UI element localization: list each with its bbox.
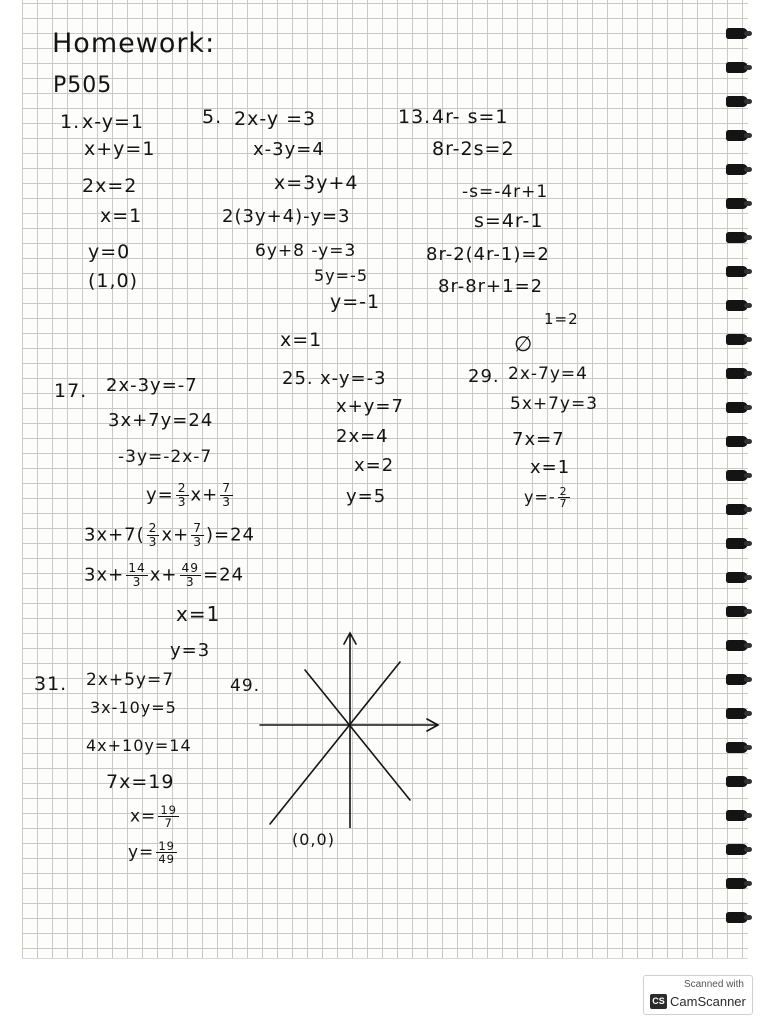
binding-ring xyxy=(726,96,748,107)
fraction-numerator: 7 xyxy=(193,521,202,535)
expr-part: y= xyxy=(128,842,155,863)
problem-5-step: x-3y=4 xyxy=(253,139,325,160)
problem-5-label: 5. xyxy=(202,106,223,128)
problem-25-step: x+y=7 xyxy=(336,396,404,417)
fraction-denominator: 3 xyxy=(185,574,195,589)
problem-49-graph xyxy=(255,628,445,828)
expr-part: x+ xyxy=(190,484,219,506)
problem-1-step: 2x=2 xyxy=(82,175,138,197)
problem-25-step: x=2 xyxy=(354,455,395,476)
problem-13-step: 1=2 xyxy=(544,310,579,328)
fraction xyxy=(147,522,160,549)
binding-ring xyxy=(726,198,748,209)
problem-25-label: 25. xyxy=(282,368,314,389)
fraction xyxy=(126,562,148,589)
line-positive-slope xyxy=(270,662,400,824)
binding-ring xyxy=(726,912,748,923)
fraction-numerator: 7 xyxy=(222,481,232,495)
binding-ring xyxy=(726,232,748,243)
problem-1-step: y=0 xyxy=(88,241,131,263)
problem-17-step-fraction xyxy=(84,562,244,589)
problem-29-label: 29. xyxy=(468,366,500,387)
problem-5-step: 6y+8 -y=3 xyxy=(255,241,357,261)
binding-ring xyxy=(726,164,748,175)
fraction-denominator: 3 xyxy=(177,494,187,509)
binding-ring xyxy=(726,368,748,379)
problem-5-step: 5y=-5 xyxy=(314,266,369,285)
scanned-with-text: Scanned with xyxy=(683,979,744,990)
problem-25-step: x-y=-3 xyxy=(320,368,387,389)
binding-ring xyxy=(726,436,748,447)
fraction-denominator: 3 xyxy=(132,574,142,589)
problem-29-step: x=1 xyxy=(530,457,571,478)
binding-ring xyxy=(726,572,748,583)
problem-5-step: y=-1 xyxy=(330,291,381,313)
problem-29-answer xyxy=(524,486,572,510)
fraction xyxy=(191,522,204,549)
fraction-denominator: 3 xyxy=(222,494,232,509)
fraction-numerator: 19 xyxy=(158,839,176,853)
expr-part: x+ xyxy=(149,564,178,586)
line-negative-slope xyxy=(305,670,410,800)
fraction xyxy=(558,486,570,510)
fraction-denominator: 7 xyxy=(164,816,173,831)
binding-ring xyxy=(726,300,748,311)
problem-13-step: s=4r-1 xyxy=(474,210,544,232)
fraction-numerator: 49 xyxy=(181,561,200,575)
fraction-numerator: 19 xyxy=(160,803,178,817)
problem-17-step-fraction xyxy=(146,482,235,509)
problem-17-step: -3y=-2x-7 xyxy=(118,447,213,467)
problem-13-step: 8r-2s=2 xyxy=(432,138,515,160)
binding-ring xyxy=(726,878,748,889)
problem-13-step: 8r-2(4r-1)=2 xyxy=(426,244,550,265)
problem-29-step: 2x-7y=4 xyxy=(508,364,588,384)
problem-1-label: 1. xyxy=(60,111,81,133)
homework-title: Homework: xyxy=(52,28,216,59)
problem-5-step: x=3y+4 xyxy=(274,172,359,194)
problem-31-step: 3x-10y=5 xyxy=(90,698,177,717)
binding-ring xyxy=(726,674,748,685)
problem-17-answer: y=3 xyxy=(170,640,211,661)
camscanner-name: CamScanner xyxy=(670,994,746,1009)
problem-31-step: 2x+5y=7 xyxy=(86,670,175,690)
expr-part: =24 xyxy=(203,564,245,586)
problem-31-label: 31. xyxy=(34,673,68,695)
binding-ring xyxy=(726,810,748,821)
binding-ring xyxy=(726,640,748,651)
problem-13-empty-set: ∅ xyxy=(514,332,534,356)
problem-1-step: x=1 xyxy=(100,205,143,227)
fraction-numerator: 2 xyxy=(559,485,568,498)
problem-29-step: 5x+7y=3 xyxy=(510,394,599,414)
fraction-numerator: 14 xyxy=(128,561,146,575)
fraction-denominator: 3 xyxy=(148,534,158,549)
binding-ring xyxy=(726,708,748,719)
expr-part: 3x+ xyxy=(84,564,125,586)
fraction xyxy=(158,804,179,829)
binding-ring xyxy=(726,538,748,549)
binding-ring xyxy=(726,402,748,413)
fraction-denominator: 3 xyxy=(193,534,202,549)
binding-ring xyxy=(726,130,748,141)
problem-25-answer: y=5 xyxy=(346,486,387,507)
problem-17-step: 2x-3y=-7 xyxy=(106,375,198,396)
expr-part: y= xyxy=(146,484,174,506)
problem-25-step: 2x=4 xyxy=(336,426,389,447)
problem-13-step: 4r- s=1 xyxy=(432,106,509,128)
fraction xyxy=(220,482,233,509)
binding-ring xyxy=(726,844,748,855)
problem-31-step: 7x=19 xyxy=(106,771,175,793)
fraction-denominator: 7 xyxy=(559,497,568,511)
problem-17-label: 17. xyxy=(54,380,88,402)
expr-part: 3x+7( xyxy=(84,524,145,546)
fraction xyxy=(156,840,177,865)
problem-31-step: 4x+10y=14 xyxy=(86,736,192,755)
binding-ring xyxy=(726,504,748,515)
binding-ring xyxy=(726,266,748,277)
binding-ring xyxy=(726,776,748,787)
problem-17-step: 3x+7y=24 xyxy=(108,410,214,431)
spiral-binding xyxy=(726,28,754,948)
graph-origin-label: (0,0) xyxy=(292,830,335,849)
problem-1-answer: (1,0) xyxy=(88,270,139,292)
problem-1-step: x-y=1 xyxy=(82,111,145,133)
expr-part: x+ xyxy=(161,524,190,546)
binding-ring xyxy=(726,606,748,617)
fraction-numerator: 2 xyxy=(148,521,158,535)
binding-ring xyxy=(726,470,748,481)
page-reference: P505 xyxy=(53,73,113,98)
problem-17-step: x=1 xyxy=(176,602,221,626)
camscanner-logo-icon: CS xyxy=(650,994,667,1009)
expr-part: )=24 xyxy=(206,524,256,546)
problem-13-step: 8r-8r+1=2 xyxy=(438,276,544,297)
problem-5-answer: x=1 xyxy=(280,329,323,351)
problem-5-step: 2(3y+4)-y=3 xyxy=(222,206,351,227)
expr-part: y=- xyxy=(524,487,556,507)
fraction xyxy=(176,482,189,509)
problem-31-y-solution xyxy=(128,840,179,865)
binding-ring xyxy=(726,62,748,73)
camscanner-badge xyxy=(643,975,753,1015)
binding-ring xyxy=(726,334,748,345)
fraction-denominator: 49 xyxy=(158,852,176,867)
problem-1-step: x+y=1 xyxy=(84,138,156,160)
problem-5-step: 2x-y =3 xyxy=(234,108,317,130)
fraction xyxy=(180,562,202,589)
binding-ring xyxy=(726,28,748,39)
problem-13-label: 13. xyxy=(398,106,432,128)
problem-17-step-fraction xyxy=(84,522,255,549)
binding-ring xyxy=(726,742,748,753)
problem-49-label: 49. xyxy=(230,676,261,696)
fraction-numerator: 2 xyxy=(177,481,187,495)
problem-13-step: -s=-4r+1 xyxy=(462,182,549,202)
problem-31-x-solution xyxy=(130,804,181,829)
problem-29-step: 7x=7 xyxy=(512,429,565,450)
expr-part: x= xyxy=(130,806,157,827)
